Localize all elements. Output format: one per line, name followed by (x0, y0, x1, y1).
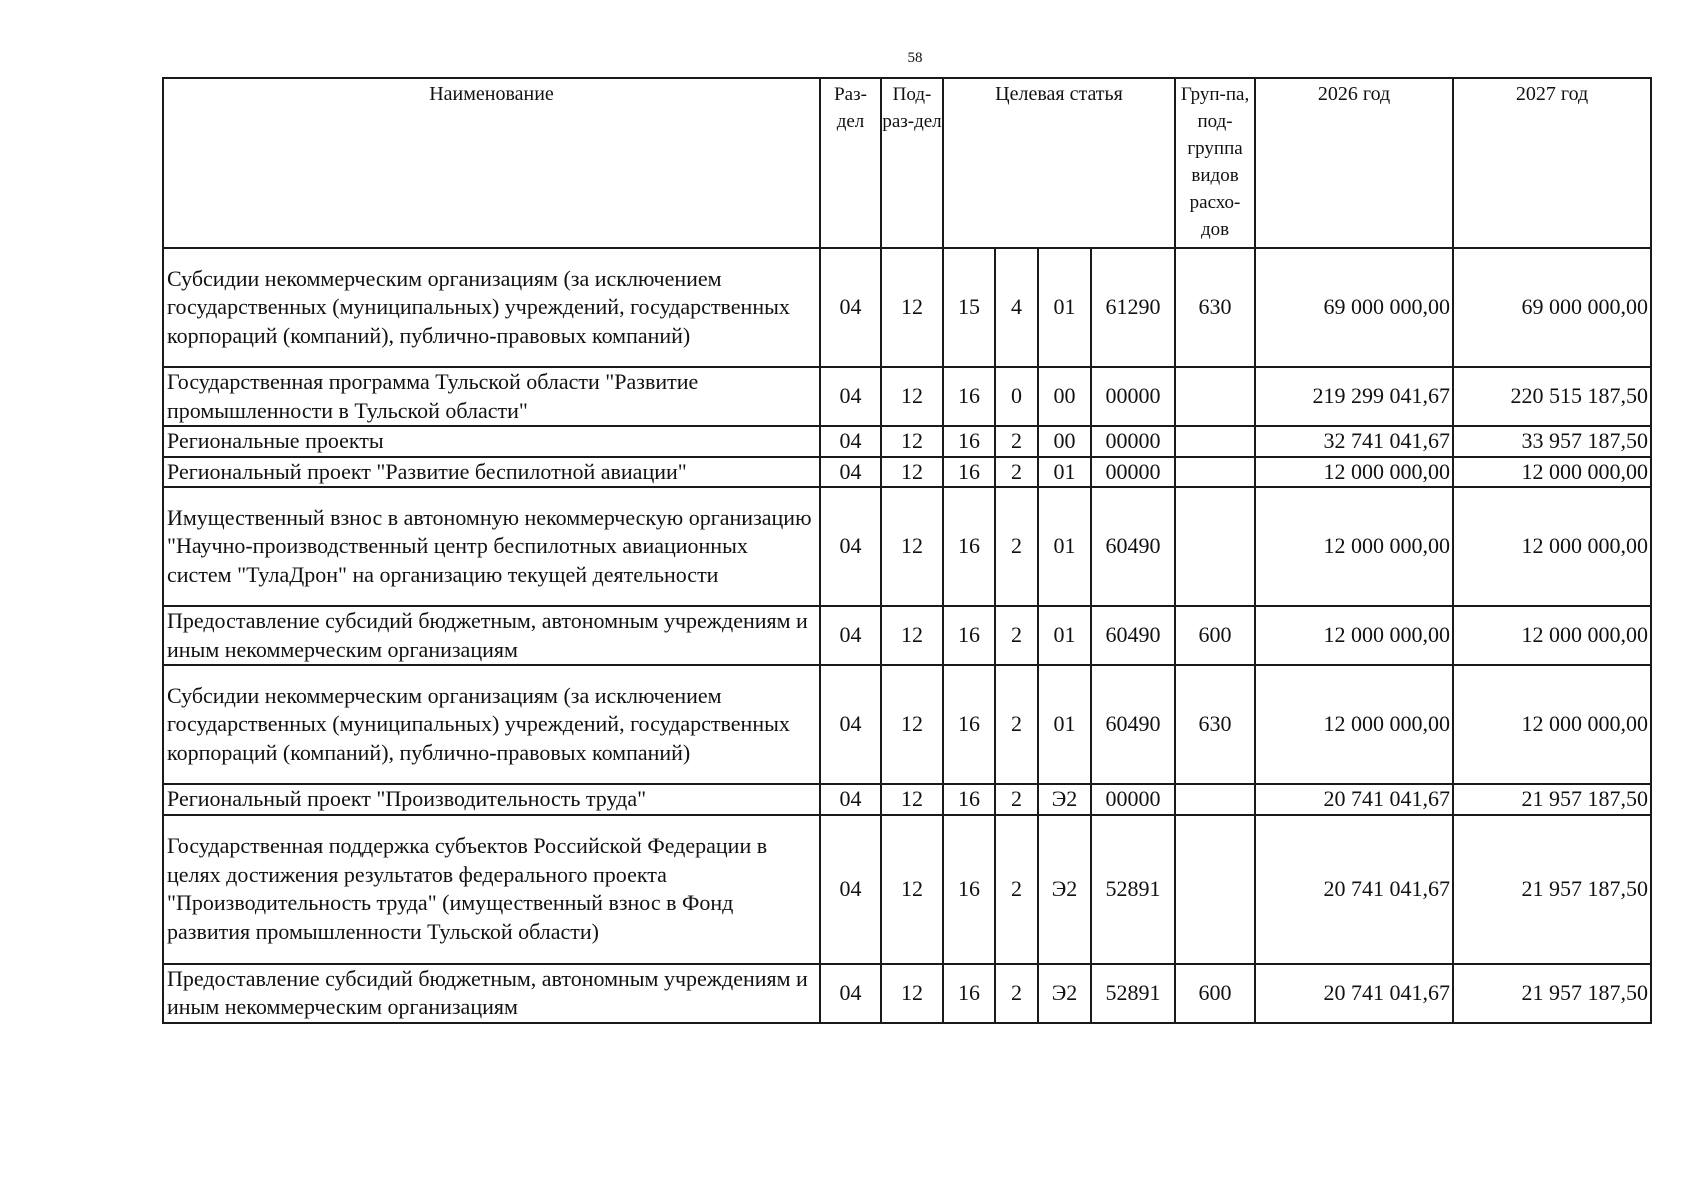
row-expense-group (1175, 457, 1255, 488)
row-target-type: 2 (995, 784, 1038, 815)
row-target-direction: 60490 (1091, 487, 1175, 606)
row-sum-2027: 12 000 000,00 (1453, 665, 1651, 784)
row-target-direction: 60490 (1091, 606, 1175, 665)
row-target-program: 16 (943, 815, 995, 964)
row-expense-group (1175, 487, 1255, 606)
header-subsection: Под-раз-дел (881, 78, 943, 248)
row-target-event: 01 (1038, 457, 1091, 488)
row-target-event: 01 (1038, 606, 1091, 665)
row-subsection: 12 (881, 367, 943, 426)
row-subsection: 12 (881, 964, 943, 1023)
row-target-event: 00 (1038, 367, 1091, 426)
row-target-program: 16 (943, 964, 995, 1023)
header-year-2026: 2026 год (1255, 78, 1453, 248)
row-sum-2026: 12 000 000,00 (1255, 606, 1453, 665)
row-expense-group: 600 (1175, 964, 1255, 1023)
header-expense-group: Груп-па, под-группа видов расхо-дов (1175, 78, 1255, 248)
row-subsection: 12 (881, 248, 943, 367)
row-target-type: 2 (995, 426, 1038, 457)
row-expense-group: 630 (1175, 248, 1255, 367)
page-number: 58 (907, 50, 923, 66)
row-target-type: 2 (995, 606, 1038, 665)
table-row (163, 457, 1651, 488)
row-target-type: 2 (995, 457, 1038, 488)
row-expense-group (1175, 784, 1255, 815)
row-sum-2026: 69 000 000,00 (1255, 248, 1453, 367)
row-target-program: 16 (943, 665, 995, 784)
row-section: 04 (820, 248, 881, 367)
row-sum-2026: 20 741 041,67 (1255, 784, 1453, 815)
row-sum-2026: 12 000 000,00 (1255, 487, 1453, 606)
row-sum-2026: 12 000 000,00 (1255, 457, 1453, 488)
row-subsection: 12 (881, 606, 943, 665)
row-section: 04 (820, 606, 881, 665)
header-section: Раз-дел (820, 78, 881, 248)
row-target-type: 2 (995, 815, 1038, 964)
row-sum-2026: 32 741 041,67 (1255, 426, 1453, 457)
row-section: 04 (820, 457, 881, 488)
row-target-direction: 60490 (1091, 665, 1175, 784)
row-subsection: 12 (881, 487, 943, 606)
row-subsection: 12 (881, 457, 943, 488)
row-target-program: 16 (943, 367, 995, 426)
row-section: 04 (820, 964, 881, 1023)
table-row (163, 248, 1651, 367)
row-target-type: 2 (995, 964, 1038, 1023)
row-section: 04 (820, 367, 881, 426)
header-name: Наименование (163, 78, 820, 248)
row-expense-group: 600 (1175, 606, 1255, 665)
row-expense-group (1175, 426, 1255, 457)
row-section: 04 (820, 426, 881, 457)
row-sum-2026: 20 741 041,67 (1255, 964, 1453, 1023)
row-section: 04 (820, 784, 881, 815)
table-body (163, 248, 1651, 1023)
row-sum-2027: 21 957 187,50 (1453, 784, 1651, 815)
row-name: Государственная поддержка субъектов Российской Федерации в целях достижения результатов федерального проекта "Производительность труда" (имущественный взнос в Фонд развития промышленности Тульской области) (163, 815, 820, 964)
table-row (163, 665, 1651, 784)
header-year-2027: 2027 год (1453, 78, 1651, 248)
table-row (163, 815, 1651, 964)
row-subsection: 12 (881, 784, 943, 815)
row-target-program: 16 (943, 457, 995, 488)
row-sum-2027: 21 957 187,50 (1453, 964, 1651, 1023)
row-name: Имущественный взнос в автономную некоммерческую организацию "Научно-производственный центр беспилотных авиационных систем "ТулаДрон" на организацию текущей деятельности (163, 487, 820, 606)
row-target-event: 01 (1038, 665, 1091, 784)
row-subsection: 12 (881, 426, 943, 457)
row-target-type: 4 (995, 248, 1038, 367)
row-target-direction: 00000 (1091, 784, 1175, 815)
table-row (163, 367, 1651, 426)
row-expense-group (1175, 367, 1255, 426)
row-sum-2027: 12 000 000,00 (1453, 457, 1651, 488)
row-target-program: 16 (943, 426, 995, 457)
row-sum-2027: 33 957 187,50 (1453, 426, 1651, 457)
table-row (163, 964, 1651, 1023)
row-name: Субсидии некоммерческим организациям (за исключением государственных (муниципальных) учреждений, государственных корпораций (компаний), публично-правовых компаний) (163, 665, 820, 784)
row-sum-2027: 220 515 187,50 (1453, 367, 1651, 426)
row-sum-2027: 21 957 187,50 (1453, 815, 1651, 964)
row-target-event: Э2 (1038, 815, 1091, 964)
table-row (163, 606, 1651, 665)
row-target-direction: 52891 (1091, 815, 1175, 964)
row-target-direction: 00000 (1091, 367, 1175, 426)
row-name: Региональный проект "Развитие беспилотной авиации" (163, 457, 820, 488)
row-target-event: Э2 (1038, 784, 1091, 815)
row-section: 04 (820, 815, 881, 964)
row-target-program: 16 (943, 784, 995, 815)
row-sum-2027: 12 000 000,00 (1453, 606, 1651, 665)
row-target-type: 0 (995, 367, 1038, 426)
table-row (163, 487, 1651, 606)
row-sum-2027: 12 000 000,00 (1453, 487, 1651, 606)
row-subsection: 12 (881, 665, 943, 784)
row-name: Государственная программа Тульской области "Развитие промышленности в Тульской области" (163, 367, 820, 426)
row-name: Региональные проекты (163, 426, 820, 457)
table-row (163, 426, 1651, 457)
header-target-article: Целевая статья (943, 78, 1175, 248)
row-name: Предоставление субсидий бюджетным, автономным учреждениям и иным некоммерческим организациям (163, 606, 820, 665)
row-target-direction: 52891 (1091, 964, 1175, 1023)
row-sum-2027: 69 000 000,00 (1453, 248, 1651, 367)
row-target-event: Э2 (1038, 964, 1091, 1023)
row-expense-group: 630 (1175, 665, 1255, 784)
row-name: Предоставление субсидий бюджетным, автономным учреждениям и иным некоммерческим организациям (163, 964, 820, 1023)
row-expense-group (1175, 815, 1255, 964)
row-target-program: 15 (943, 248, 995, 367)
row-target-event: 01 (1038, 248, 1091, 367)
row-target-event: 00 (1038, 426, 1091, 457)
row-target-type: 2 (995, 665, 1038, 784)
row-name: Региональный проект "Производительность труда" (163, 784, 820, 815)
row-target-direction: 61290 (1091, 248, 1175, 367)
table-row (163, 784, 1651, 815)
row-name: Субсидии некоммерческим организациям (за исключением государственных (муниципальных) учреждений, государственных корпораций (компаний), публично-правовых компаний) (163, 248, 820, 367)
row-section: 04 (820, 665, 881, 784)
row-target-program: 16 (943, 487, 995, 606)
row-target-type: 2 (995, 487, 1038, 606)
row-sum-2026: 219 299 041,67 (1255, 367, 1453, 426)
row-target-program: 16 (943, 606, 995, 665)
budget-table (162, 77, 1652, 1024)
row-section: 04 (820, 487, 881, 606)
row-sum-2026: 20 741 041,67 (1255, 815, 1453, 964)
table-header-row (163, 78, 1651, 248)
row-target-direction: 00000 (1091, 457, 1175, 488)
row-target-event: 01 (1038, 487, 1091, 606)
row-subsection: 12 (881, 815, 943, 964)
row-target-direction: 00000 (1091, 426, 1175, 457)
row-sum-2026: 12 000 000,00 (1255, 665, 1453, 784)
